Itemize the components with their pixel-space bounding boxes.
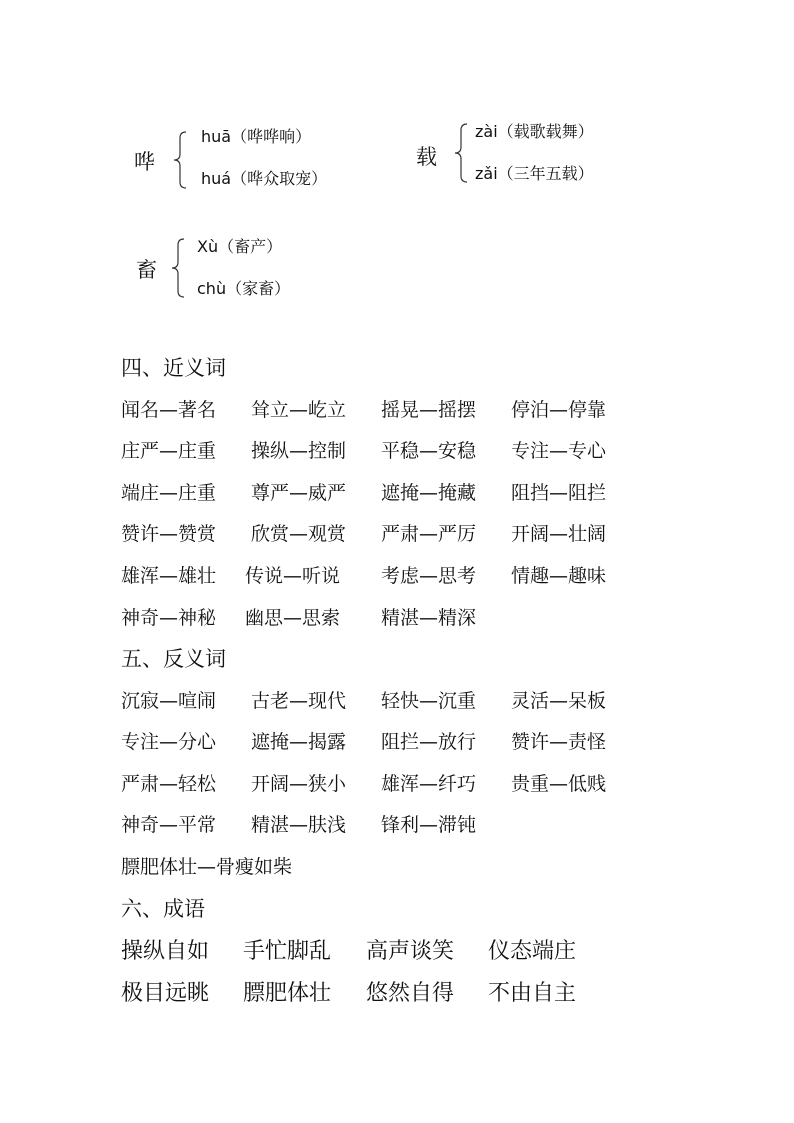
word-pair: 赞许—赞赏 [121, 523, 217, 545]
word-pair: 尊严—威严 [251, 482, 347, 504]
idiom: 高声谈笑 [366, 939, 455, 964]
word-pair: 膘肥体壮—骨瘦如柴 [121, 856, 293, 878]
word-pair: 精湛—肤浅 [251, 814, 347, 836]
idiom: 不由自主 [488, 981, 577, 1006]
word-pair: 锋利—滞钝 [381, 814, 477, 836]
word-pair: 严肃—轻松 [121, 773, 217, 795]
word-pair: 赞许—责怪 [511, 731, 607, 753]
word-pair: 开阔—壮阔 [511, 523, 607, 545]
word-pair: 专注—分心 [121, 731, 217, 753]
synonyms-heading: 四、近义词 [121, 356, 226, 380]
word-pair: 阻拦—放行 [381, 731, 477, 753]
word-pair: 严肃—严厉 [381, 523, 477, 545]
word-pair: 耸立—屹立 [251, 399, 347, 421]
brace-icon [170, 130, 190, 190]
reading-2: chù（家畜） [197, 279, 291, 298]
word-pair: 雄浑—雄壮 [121, 565, 217, 587]
polyphone-char: 畜 [136, 258, 157, 282]
idiom: 膘肥体壮 [243, 981, 332, 1006]
word-pair: 雄浑—纤巧 [381, 773, 477, 795]
reading-1: Xù（畜产） [197, 237, 283, 256]
word-pair: 开阔—狭小 [251, 773, 347, 795]
word-pair: 平稳—安稳 [381, 440, 477, 462]
word-pair: 幽思—思索 [245, 607, 341, 629]
word-pair: 停泊—停靠 [511, 399, 607, 421]
brace-icon [168, 237, 188, 299]
reading-2: zǎi（三年五载） [475, 164, 594, 183]
word-pair: 沉寂—喧闹 [121, 690, 217, 712]
word-pair: 阻挡—阻拦 [511, 482, 607, 504]
reading-1: zài（载歌载舞） [475, 122, 594, 141]
reading-2: huá（哗众取宠） [201, 169, 328, 188]
reading-1: huā（哗哗响） [201, 127, 312, 146]
idiom: 仪态端庄 [488, 939, 577, 964]
word-pair: 专注—专心 [511, 440, 607, 462]
antonyms-heading: 五、反义词 [121, 647, 226, 671]
word-pair: 精湛—精深 [381, 607, 477, 629]
word-pair: 闻名—著名 [121, 399, 217, 421]
word-pair: 遮掩—掩藏 [381, 482, 477, 504]
word-pair: 考虑—思考 [381, 565, 477, 587]
word-pair: 庄严—庄重 [121, 440, 217, 462]
word-pair: 神奇—平常 [121, 814, 217, 836]
word-pair: 摇晃—摇摆 [381, 399, 477, 421]
idiom: 操纵自如 [121, 939, 210, 964]
word-pair: 操纵—控制 [251, 440, 347, 462]
word-pair: 古老—现代 [251, 690, 347, 712]
word-pair: 贵重—低贱 [511, 773, 607, 795]
word-pair: 情趣—趣味 [511, 565, 607, 587]
word-pair: 端庄—庄重 [121, 482, 217, 504]
idiom: 悠然自得 [366, 981, 455, 1006]
word-pair: 遮掩—揭露 [251, 731, 347, 753]
word-pair: 传说—听说 [245, 565, 341, 587]
brace-icon [451, 122, 471, 184]
polyphone-char: 哗 [134, 150, 155, 174]
word-pair: 轻快—沉重 [381, 690, 477, 712]
word-pair: 神奇—神秘 [121, 607, 217, 629]
idioms-heading: 六、成语 [121, 897, 205, 921]
polyphone-char: 载 [416, 145, 437, 169]
word-pair: 灵活—呆板 [511, 690, 607, 712]
word-pair: 欣赏—观赏 [251, 523, 347, 545]
idiom: 极目远眺 [121, 981, 210, 1006]
idiom: 手忙脚乱 [243, 939, 332, 964]
